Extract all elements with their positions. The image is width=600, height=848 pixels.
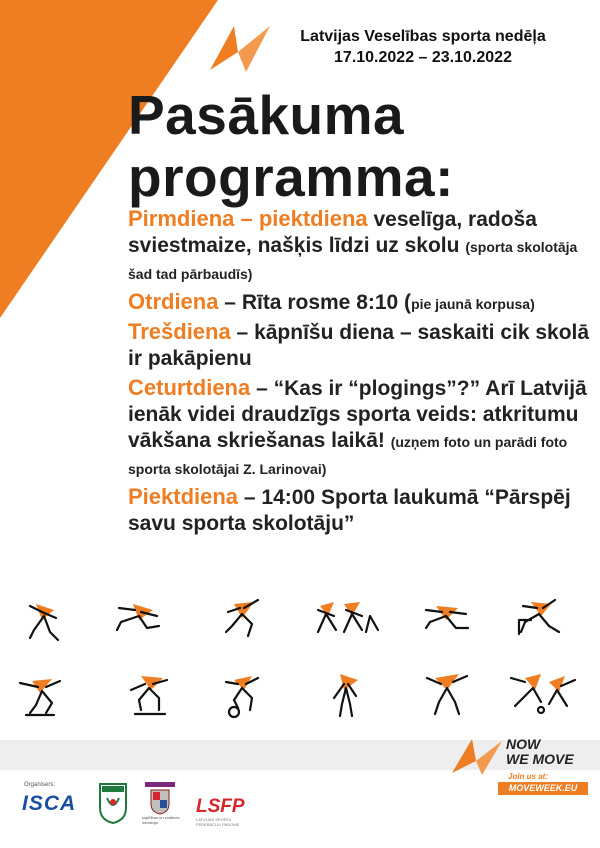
figure-hurdler: [519, 600, 559, 634]
program-day: Ceturtdiena: [128, 375, 251, 400]
program-entry: [128, 484, 598, 538]
isca-logo: ISCA: [22, 792, 77, 815]
event-header: [258, 26, 588, 68]
program-note: (uzņem foto un parādi foto sporta skolotājai Z. Larinovai): [128, 434, 568, 477]
now-we-move-text: NOW WE MOVE: [506, 736, 574, 767]
figure-runner-2: [117, 604, 159, 630]
figure-skateboarder: [20, 679, 60, 715]
program-entry: [128, 319, 598, 373]
lsfp-caption: LATVIJAS SPORTA FEDERĀCIJU PADOME: [196, 817, 240, 827]
sport-figures-illustration: [0, 592, 600, 732]
lsfp-logo: LSFP: [196, 796, 245, 817]
figure-runner-4: [426, 606, 468, 628]
figure-runner-3: [226, 600, 258, 636]
program-entry: [128, 375, 598, 482]
program-text: – 14:00 Sporta laukumā “Pārspēj savu sporta skolotāju”: [128, 486, 571, 535]
program-text: veselīga, radoša sviestmaize, našķis līdzi uz skolu: [128, 208, 537, 257]
page-title: [128, 84, 454, 208]
event-title: Latvijas Veselības sporta nedēļa: [300, 28, 546, 45]
program-entry: [128, 289, 598, 317]
program-text: – Rīta rosme 8:10 (: [218, 291, 412, 314]
title-line-2: programma:: [128, 146, 454, 208]
program-day: Otrdiena: [128, 289, 219, 314]
program-text: – kāpnīšu diena – saskaiti cik skolā ir pakāpienu: [128, 321, 590, 370]
lsa-shield-logo: [98, 782, 128, 824]
program-list: [128, 206, 598, 540]
program-note: (sporta skolotāja šad tad pārbaudīs): [128, 239, 578, 282]
moveweek-url-link[interactable]: MOVEWEEK.EU: [498, 782, 588, 795]
ministry-coat-of-arms-logo: [145, 782, 175, 816]
organisers-label: Organisers:: [24, 782, 56, 788]
program-text: – “Kas ir “plogings”?” Arī Latvijā ienāk videi draudzīgs sporta veids: atkritumu vākšana skriešanas laikā!: [128, 377, 587, 452]
program-note: pie jaunā korpusa): [411, 296, 535, 312]
program-day: Pirmdiena – piektdiena: [128, 206, 368, 231]
figure-group-runners: [318, 602, 378, 632]
figure-cyclist: [226, 676, 258, 717]
figure-walker: [334, 674, 358, 716]
figure-jumper: [427, 674, 467, 714]
figure-football-players: [511, 674, 575, 713]
event-dates: 17.10.2022 – 23.10.2022: [334, 49, 512, 66]
title-line-1: Pasākuma: [128, 84, 405, 146]
program-day: Trešdiena: [128, 319, 231, 344]
ministry-caption: Izglītības un zinātnes ministrija: [142, 815, 180, 825]
program-day: Piektdiena: [128, 484, 239, 509]
figure-skater: [131, 676, 167, 714]
join-us-label: Join us at:: [508, 772, 549, 781]
program-entry: [128, 206, 598, 287]
figure-runner-1: [30, 604, 58, 640]
